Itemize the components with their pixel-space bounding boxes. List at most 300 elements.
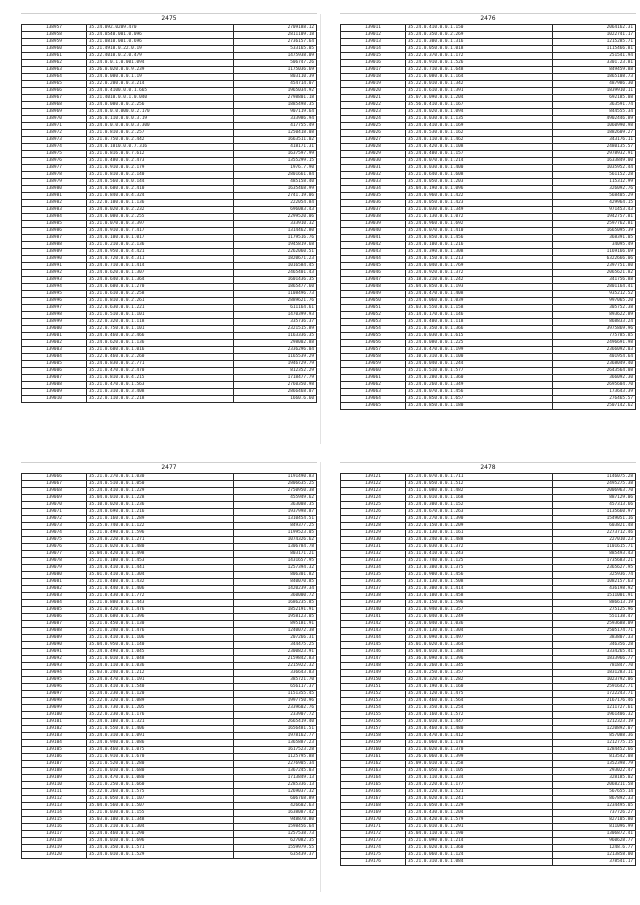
point-number-cell: 139143 (341, 628, 406, 635)
x-coordinate-cell: 35.24.0.120.0.0.1.475 (405, 691, 553, 698)
table-row (22, 347, 317, 354)
x-coordinate-cell: 35.24.0.830.0.0.2.771 (86, 361, 234, 368)
y-coordinate-cell: 326092.76 (553, 186, 636, 193)
table-row (341, 502, 636, 509)
x-coordinate-cell: 35.21.0.480.0.0.2.473 (86, 158, 234, 165)
y-coordinate-cell: 2801661.84 (234, 172, 317, 179)
table-row (22, 642, 317, 649)
point-number-cell: 139068 (22, 488, 87, 495)
point-number-cell: 138988 (22, 242, 87, 249)
y-coordinate-cell: 385721.70 (234, 677, 317, 684)
table-row (22, 614, 317, 621)
point-number-cell: 139064 (341, 396, 406, 403)
point-number-cell: 138974 (22, 144, 87, 151)
y-coordinate-cell: 293022.47 (553, 768, 636, 775)
table-row (22, 340, 317, 347)
x-coordinate-cell: 35.22.0.260.0.0.1.575 (86, 789, 234, 796)
point-number-cell: 139053 (341, 319, 406, 326)
table-row (22, 109, 317, 116)
y-coordinate-cell: 2591642.71 (553, 684, 636, 691)
x-coordinate-cell: 35.04.0.010.0.0.1.384 (405, 649, 553, 656)
y-coordinate-cell: 2495275.38 (553, 481, 636, 488)
x-coordinate-cell: 35.24.0.050.0.0.1.203 (405, 179, 553, 186)
point-number-cell: 139022 (341, 102, 406, 109)
x-coordinate-cell: 35.25.0.740.0.0.1.122 (86, 523, 234, 530)
y-coordinate-cell: 2695604.70 (553, 382, 636, 389)
point-number-cell: 139081 (22, 579, 87, 586)
y-coordinate-cell: 2368049.40 (553, 361, 636, 368)
y-coordinate-cell: 849377.25 (234, 523, 317, 530)
point-number-cell: 139020 (341, 88, 406, 95)
x-coordinate-cell: 35.07.0.090.0.0.1.204 (405, 95, 553, 102)
point-number-cell: 139069 (22, 495, 87, 502)
y-coordinate-cell: 1211727.61 (553, 705, 636, 712)
y-coordinate-cell: 1250418.08 (234, 130, 317, 137)
table-row (22, 705, 317, 712)
x-coordinate-cell: 35.21.0.400.0.0.1.432 (86, 579, 234, 586)
table-row (341, 389, 636, 396)
table-row (341, 558, 636, 565)
table-row (341, 810, 636, 817)
x-coordinate-cell: 35.24.0.150.0.0.1.213 (405, 256, 553, 263)
table-row (22, 649, 317, 656)
x-coordinate-cell: 35.10.0.020.0.0.1.236 (86, 502, 234, 509)
x-coordinate-cell: 35.14.0.220.0.0.1.521 (405, 789, 553, 796)
point-number-cell: 138997 (22, 305, 87, 312)
x-coordinate-cell: 35.24.0.460.0.0.1.480 (405, 726, 553, 733)
table-row (341, 649, 636, 656)
x-coordinate-cell: 35.21.0.440.0.0.1.406 (86, 586, 234, 593)
x-coordinate-cell: 35.24.092.0209.470 (86, 25, 234, 32)
table-row (341, 403, 636, 410)
y-coordinate-cell: 222054.84 (234, 200, 317, 207)
table-row (22, 726, 317, 733)
point-number-cell: 139101 (22, 719, 87, 726)
table-row (22, 586, 317, 593)
table-row (22, 740, 317, 747)
y-coordinate-cell: 1212775.15 (553, 740, 636, 747)
y-coordinate-cell: 1215285.71 (553, 39, 636, 46)
y-coordinate-cell: 1199523.05 (234, 530, 317, 537)
y-coordinate-cell: 1179516.76 (234, 235, 317, 242)
x-coordinate-cell: 35.24.0.350.0.0.1.571 (86, 845, 234, 852)
point-number-cell: 138965 (22, 81, 87, 88)
point-number-cell: 139146 (341, 649, 406, 656)
panel-title: 2477 (161, 464, 177, 471)
y-coordinate-cell: 333910.32 (234, 221, 317, 228)
x-coordinate-cell: 35.22.0.460.0.0.2.260 (86, 354, 234, 361)
point-number-cell: 139056 (341, 340, 406, 347)
x-coordinate-cell: 35.21.0.740.0.0.1.125 (405, 558, 553, 565)
point-number-cell: 139048 (341, 284, 406, 291)
y-coordinate-cell: 849459.88 (553, 67, 636, 74)
table-row (341, 305, 636, 312)
x-coordinate-cell: 35.21.0.800.0.0.1.443 (86, 600, 234, 607)
table-row (22, 663, 317, 670)
y-coordinate-cell: 2978932.91 (553, 151, 636, 158)
table-row (22, 593, 317, 600)
y-coordinate-cell: 775785.85 (553, 333, 636, 340)
table-row (22, 88, 317, 95)
y-coordinate-cell: 886613.19 (553, 600, 636, 607)
y-coordinate-cell: 436198.92 (553, 586, 636, 593)
x-coordinate-cell: 35.24.0.000.0.0.1.19 (86, 74, 234, 81)
y-coordinate-cell: 1420239.34 (234, 586, 317, 593)
x-coordinate-cell: 35.24.0.940.0.0.1.086 (86, 740, 234, 747)
point-number-cell: 138995 (22, 291, 87, 298)
y-coordinate-cell: 2709188.12 (234, 25, 317, 32)
table-row (22, 656, 317, 663)
x-coordinate-cell: 35.24.0.600.0.0.1.270 (86, 284, 234, 291)
x-coordinate-cell: 35.24.0.010.0.0.1.447 (405, 719, 553, 726)
table-row (341, 88, 636, 95)
y-coordinate-cell: 1367245.03 (234, 768, 317, 775)
x-coordinate-cell: 35.24.0.420.0.0.1.108 (405, 144, 553, 151)
table-row (341, 270, 636, 277)
x-coordinate-cell: 35.21.0.300.0.0.1.316 (405, 39, 553, 46)
y-coordinate-cell: 1431657.95 (234, 558, 317, 565)
table-row (341, 137, 636, 144)
x-coordinate-cell: 35.24.0.690.0.0.1.216 (86, 509, 234, 516)
table-row (341, 228, 636, 235)
point-number-cell: 139128 (341, 523, 406, 530)
table-body (341, 25, 636, 410)
table-row (22, 719, 317, 726)
x-coordinate-cell: 35.24.0540.001.0.096 (86, 32, 234, 39)
table-row (22, 256, 317, 263)
y-coordinate-cell: 1976.7.90 (234, 165, 317, 172)
point-number-cell: 139096 (22, 684, 87, 691)
y-coordinate-cell: 895181.91 (234, 621, 317, 628)
point-number-cell: 139164 (341, 775, 406, 782)
x-coordinate-cell: 35.24.0.420.0.0.1.579 (405, 817, 553, 824)
table-row (22, 810, 317, 817)
point-number-cell: 139118 (22, 838, 87, 845)
y-coordinate-cell: 2285336.13 (234, 782, 317, 789)
table-row (22, 495, 317, 502)
table-row (341, 579, 636, 586)
y-coordinate-cell: 1257538.73 (234, 831, 317, 838)
y-coordinate-cell: 1601436.35 (234, 277, 317, 284)
y-coordinate-cell: 1663511.02 (234, 137, 317, 144)
y-coordinate-cell: 1637597.99 (234, 151, 317, 158)
point-number-cell: 138998 (22, 312, 87, 319)
table-row (22, 319, 317, 326)
y-coordinate-cell: 34095.49 (553, 242, 636, 249)
x-coordinate-cell: 35.24.0.470.0.0.1.191 (86, 677, 234, 684)
point-number-cell: 138970 (22, 116, 87, 123)
point-number-cell: 139035 (341, 193, 406, 200)
coordinates-table (340, 24, 636, 410)
x-coordinate-cell: 35.22.0.200.0.0.3.214 (86, 81, 234, 88)
table-row (22, 817, 317, 824)
x-coordinate-cell: 35.24.0.950.0.0.4.421 (86, 249, 234, 256)
x-coordinate-cell: 35.21.0.020.0.0.1.370 (405, 747, 553, 754)
table-row (341, 368, 636, 375)
x-coordinate-cell: 35.21.0.910.0.0.1.670 (86, 754, 234, 761)
y-coordinate-cell: 2811109.18 (234, 32, 317, 39)
y-coordinate-cell: 487986.30 (553, 81, 636, 88)
y-coordinate-cell: 1035952.44 (553, 165, 636, 172)
y-coordinate-cell: 227010.23 (553, 537, 636, 544)
point-number-cell: 138961 (22, 53, 87, 60)
point-number-cell: 138960 (22, 46, 87, 53)
y-coordinate-cell: 907119.64 (234, 109, 317, 116)
point-number-cell: 139086 (22, 614, 87, 621)
point-number-cell: 139023 (341, 109, 406, 116)
table-row (22, 228, 317, 235)
x-coordinate-cell: 35.21.0.270.0.0.1.030 (86, 474, 234, 481)
x-coordinate-cell: 35.21.0.050.0.0.1.018 (405, 46, 553, 53)
table-row (22, 768, 317, 775)
x-coordinate-cell: 35.24.0.150.0.0.1.596 (405, 600, 553, 607)
point-number-cell: 139004 (22, 354, 87, 361)
point-number-cell: 139029 (341, 151, 406, 158)
table-row (341, 740, 636, 747)
table-body (22, 25, 317, 403)
y-coordinate-cell: 2801164.41 (553, 284, 636, 291)
table-row (341, 263, 636, 270)
point-number-cell: 139114 (22, 810, 87, 817)
y-coordinate-cell: 1617523.28 (234, 747, 317, 754)
page-divider-top (320, 14, 321, 444)
table-row (22, 396, 317, 403)
table-row (22, 137, 317, 144)
y-coordinate-cell: 844555.34 (553, 109, 636, 116)
y-coordinate-cell: 363591.74 (553, 102, 636, 109)
table-row (341, 628, 636, 635)
table-row (22, 558, 317, 565)
point-number-cell: 139046 (341, 270, 406, 277)
table-row (22, 235, 317, 242)
point-number-cell: 139115 (22, 817, 87, 824)
y-coordinate-cell: 2465401.43 (234, 270, 317, 277)
table-row (341, 859, 636, 866)
point-number-cell: 139003 (22, 347, 87, 354)
point-number-cell: 139002 (22, 340, 87, 347)
y-coordinate-cell: 233907.72 (234, 712, 317, 719)
y-coordinate-cell: 1978162.77 (234, 733, 317, 740)
x-coordinate-cell: 35.21.0.490.0.0.1.596 (86, 530, 234, 537)
point-number-cell: 138984 (22, 214, 87, 221)
x-coordinate-cell: 35.22.4010.0.2.0.479 (86, 53, 234, 60)
y-coordinate-cell: 341756.88 (553, 277, 636, 284)
x-coordinate-cell: 35.24.0.560.0.0.0.144 (86, 179, 234, 186)
point-number-cell: 138958 (22, 32, 87, 39)
x-coordinate-cell: 35.21.0.350.0.0.1.366 (405, 326, 553, 333)
table-row (22, 116, 317, 123)
point-number-cell: 139088 (22, 628, 87, 635)
table-row (341, 523, 636, 530)
table-row (341, 775, 636, 782)
point-number-cell: 139144 (341, 635, 406, 642)
table-row (22, 361, 317, 368)
y-coordinate-cell: 1115466.81 (553, 46, 636, 53)
y-coordinate-cell: 429964.15 (553, 200, 636, 207)
table-row (22, 712, 317, 719)
x-coordinate-cell: 35.21.0.010.0.0.1.680 (86, 768, 234, 775)
point-number-cell: 139009 (22, 389, 87, 396)
table-row (22, 277, 317, 284)
point-number-cell: 139142 (341, 621, 406, 628)
x-coordinate-cell: 35.24.0.430.0.0.1.204 (405, 810, 553, 817)
x-coordinate-cell: 35.24.0.460.0.0.1.075 (86, 747, 234, 754)
point-number-cell: 139015 (341, 53, 406, 60)
table-row (22, 481, 317, 488)
x-coordinate-cell: 35.24.0.020.0.0.2.232 (86, 207, 234, 214)
x-coordinate-cell: 35.24.0.030.0.0.1.400 (405, 165, 553, 172)
y-coordinate-cell: 2321515.89 (234, 326, 317, 333)
x-coordinate-cell: 35.24.0.410.0.0.1.169 (405, 123, 553, 130)
table-row (341, 684, 636, 691)
y-coordinate-cell: 1833966.77 (553, 656, 636, 663)
x-coordinate-cell: 35.21.0.020.0.0.1.480 (86, 544, 234, 551)
y-coordinate-cell: 997065.20 (553, 298, 636, 305)
point-number-cell: 139085 (22, 607, 87, 614)
y-coordinate-cell: 1234495.05 (553, 803, 636, 810)
x-coordinate-cell: 35.21.0.040.0.0.1.249 (405, 614, 553, 621)
table-row (341, 495, 636, 502)
y-coordinate-cell: 1997750.96 (234, 698, 317, 705)
y-coordinate-cell: 207266.31 (234, 635, 317, 642)
y-coordinate-cell: 2597762.81 (553, 221, 636, 228)
y-coordinate-cell: 1961406.32 (553, 712, 636, 719)
x-coordinate-cell: 35.24.0.410.0.0.1.229 (86, 488, 234, 495)
table-row (22, 32, 317, 39)
x-coordinate-cell: 35.21.0.310.0.0.3.408 (86, 389, 234, 396)
table-row (22, 375, 317, 382)
y-coordinate-cell: 426602.63 (234, 803, 317, 810)
x-coordinate-cell: 35.24.0.050.0.0.1.512 (405, 481, 553, 488)
x-coordinate-cell: 35.21.0.510.0.0.1.577 (405, 368, 553, 375)
point-number-cell: 139040 (341, 228, 406, 235)
y-coordinate-cell: 1839910.11 (553, 88, 636, 95)
point-number-cell: 139159 (341, 740, 406, 747)
table-panel (21, 13, 317, 403)
point-number-cell: 138971 (22, 123, 87, 130)
table-row (341, 607, 636, 614)
table-row (22, 312, 317, 319)
x-coordinate-cell: 35.26.0.020.0.0.9.239 (86, 67, 234, 74)
y-coordinate-cell: 635439.37 (234, 852, 317, 859)
table-row (341, 593, 636, 600)
x-coordinate-cell: 35.24.0.0.1.0.001.094 (86, 60, 234, 67)
x-coordinate-cell: 35.09.0.010.0.0.1.258 (405, 761, 553, 768)
x-coordinate-cell: 35.21.0.550.0.0.1.406 (86, 726, 234, 733)
table-row (22, 845, 317, 852)
y-coordinate-cell: 1175036.69 (234, 67, 317, 74)
point-number-cell: 139103 (22, 733, 87, 740)
point-number-cell: 138985 (22, 221, 87, 228)
x-coordinate-cell: 35.24.0.510.0.0.1.050 (86, 481, 234, 488)
y-coordinate-cell: 2215922.32 (234, 663, 317, 670)
table-row (341, 319, 636, 326)
point-number-cell: 139025 (341, 123, 406, 130)
table-row (341, 298, 636, 305)
x-coordinate-cell: 35.21.0.350.0.0.1.254 (405, 705, 553, 712)
y-coordinate-cell: 335736.37 (234, 319, 317, 326)
table-row (341, 130, 636, 137)
x-coordinate-cell: 35.04.0.560.0.0.1.507 (86, 803, 234, 810)
y-coordinate-cell: 1284452.66 (553, 747, 636, 754)
point-number-cell: 139067 (22, 481, 87, 488)
y-coordinate-cell: 346356.28 (553, 642, 636, 649)
y-coordinate-cell: 2741.19.06 (234, 193, 317, 200)
x-coordinate-cell: 35.21.0.410.0.0.1.106 (86, 635, 234, 642)
table-row (22, 670, 317, 677)
x-coordinate-cell: 35.24.0.910.0.0.1.526 (405, 60, 553, 67)
x-coordinate-cell: 35.24.0.070.0.0.1.456 (405, 389, 553, 396)
y-coordinate-cell: 2276905.34 (234, 761, 317, 768)
point-number-cell: 138994 (22, 284, 87, 291)
table-row (22, 523, 317, 530)
table-row (22, 761, 317, 768)
table-row (22, 67, 317, 74)
table-row (341, 663, 636, 670)
y-coordinate-cell: 363008.35 (234, 502, 317, 509)
point-number-cell: 139127 (341, 516, 406, 523)
table-row (341, 186, 636, 193)
x-coordinate-cell: 35.21.0.130.0.0.1.161 (405, 530, 553, 537)
point-number-cell: 139059 (341, 361, 406, 368)
y-coordinate-cell: 1074326.62 (234, 537, 317, 544)
y-coordinate-cell: 3301.23.81 (553, 60, 636, 67)
y-coordinate-cell: 803110.39 (234, 74, 317, 81)
table-row (22, 333, 317, 340)
table-row (22, 291, 317, 298)
table-row (341, 719, 636, 726)
table-row (341, 277, 636, 284)
x-coordinate-cell: 35.24.0.130.0.0.1.304 (405, 628, 553, 635)
x-coordinate-cell: 35.04.0.110.0.0.1.190 (405, 831, 553, 838)
point-number-cell: 139014 (341, 46, 406, 53)
x-coordinate-cell: 35.03.0.240.0.0.1.212 (86, 670, 234, 677)
y-coordinate-cell: 173643.39 (553, 389, 636, 396)
table-row (22, 698, 317, 705)
y-coordinate-cell: 1638087.42 (234, 810, 317, 817)
y-coordinate-cell: 2643564.08 (553, 368, 636, 375)
point-number-cell: 139071 (22, 509, 87, 516)
table-row (22, 193, 317, 200)
y-coordinate-cell: 533165.05 (234, 46, 317, 53)
table-row (341, 347, 636, 354)
x-coordinate-cell: 35.24.0.230.0.0.1.120 (86, 691, 234, 698)
x-coordinate-cell: 35.24.0.620.0.0.1.307 (86, 270, 234, 277)
table-row (22, 572, 317, 579)
x-coordinate-cell: 35.21.0.030.0.0.1.135 (405, 116, 553, 123)
y-coordinate-cell: 1511001.91 (553, 593, 636, 600)
x-coordinate-cell: 35.24.0.310.0.0.1.091 (86, 733, 234, 740)
point-number-cell: 139130 (341, 537, 406, 544)
point-number-cell: 139077 (22, 551, 87, 558)
y-coordinate-cell: 1248.6.77 (553, 845, 636, 852)
y-coordinate-cell: 2262060.51 (234, 249, 317, 256)
x-coordinate-cell: 35.23.0.470.0.0.1.199 (405, 347, 553, 354)
x-coordinate-cell: 35.24.0.680.0.0.1.396 (86, 614, 234, 621)
point-number-cell: 139169 (341, 810, 406, 817)
x-coordinate-cell: 35.24.0.710.0.0.1.414 (86, 263, 234, 270)
y-coordinate-cell: 1314462.80 (234, 228, 317, 235)
table-row (341, 691, 636, 698)
y-coordinate-cell: 1125795.88 (234, 754, 317, 761)
point-number-cell: 139050 (341, 298, 406, 305)
table-row (341, 712, 636, 719)
table-row (22, 579, 317, 586)
table-row (341, 361, 636, 368)
point-number-cell: 139065 (341, 403, 406, 410)
y-coordinate-cell: 2397751.80 (553, 263, 636, 270)
point-number-cell: 138966 (22, 88, 87, 95)
